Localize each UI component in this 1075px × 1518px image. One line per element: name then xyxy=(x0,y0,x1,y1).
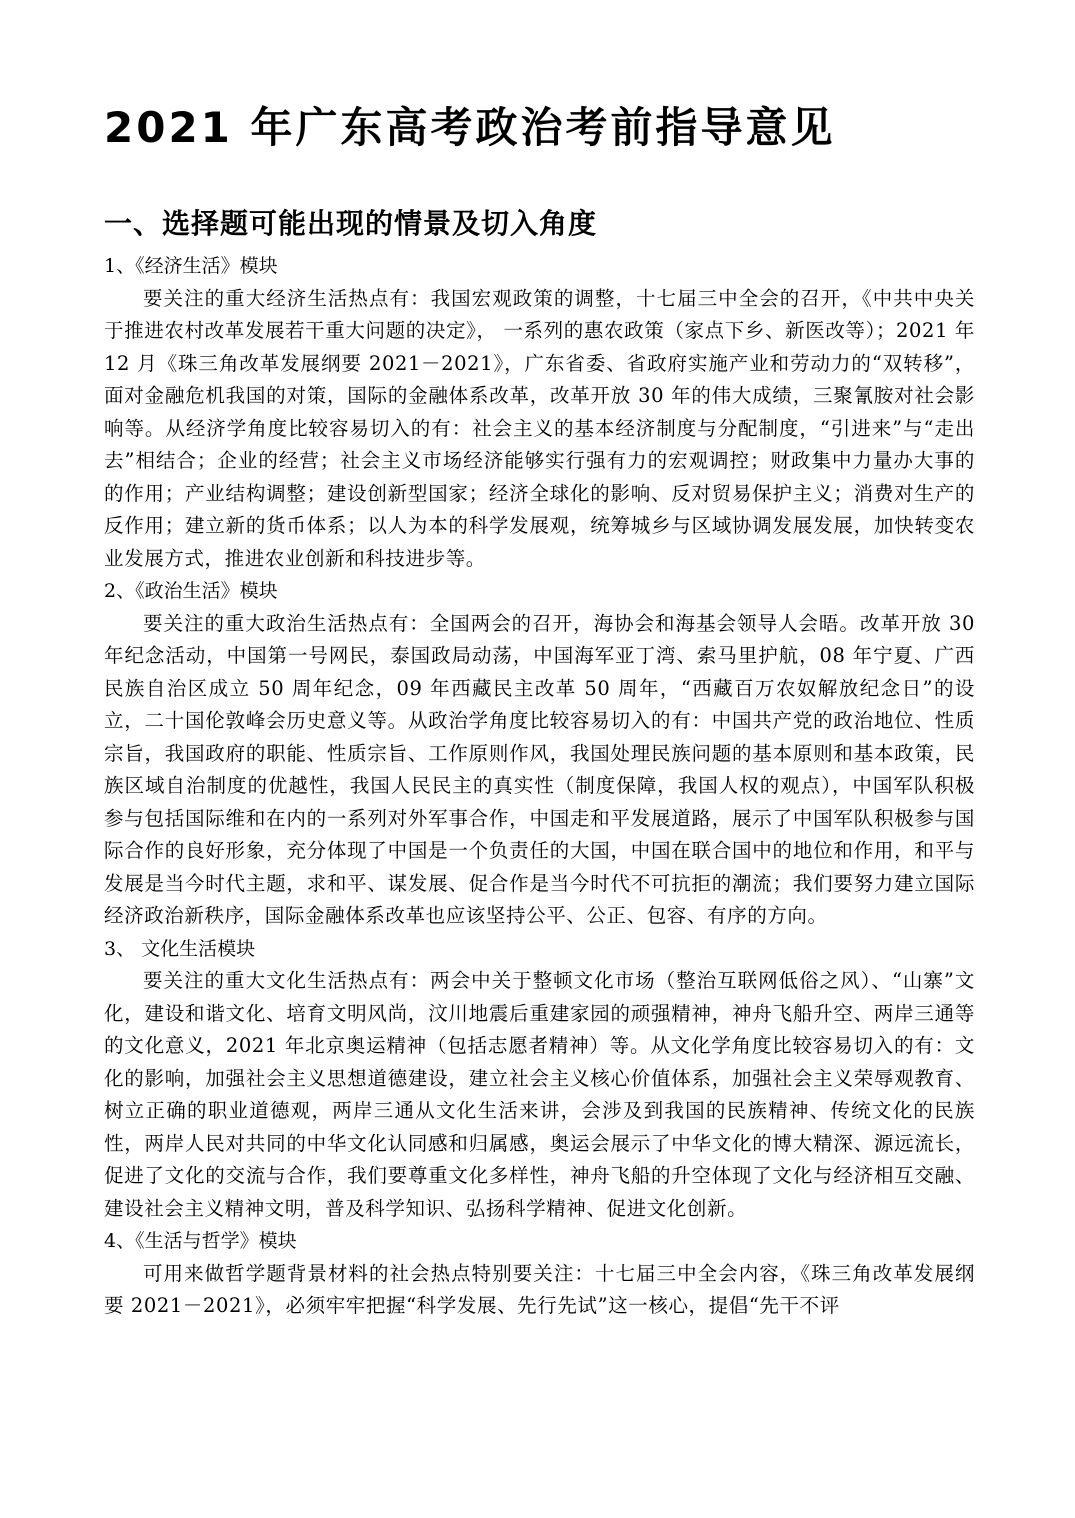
module-heading: 2、《政治生活》模块 xyxy=(104,580,278,602)
module-body: 要关注的重大文化生活热点有：两会中关于整顿文化市场（整治互联网低俗之风）、“山寨”文化，建设和谐文化、培育文明风尚，汶川地震后重建家园的顽强精神，神舟飞船升空、两岸三通等的文化意义，2021 年北京奥运精神（包括志愿者精神）等。从文化学角度比较容易切入的有：文化的影响，加强社会主义思想道德建设，建立社会主义核心价值体系，加强社会主义荣辱观教育、树立正确的职业道德观，两岸三通从文化生活来讲，会涉及到我国的民族精神、传统文化的民族性，两岸人民对共同的中华文化认同感和归属感，奥运会展示了中华文化的博大精深、源远流长，促进了文化的交流与合作，我们要尊重文化多样性，神舟飞船的升空体现了文化与经济相互交融、建设社会主义精神文明，普及科学知识、弘扬科学精神、促进文化创新。 xyxy=(104,969,975,1220)
module-body: 要关注的重大经济生活热点有：我国宏观政策的调整，十七届三中全会的召开，《中共中央关于推进农村改革发展若干重大问题的决定》， 一系列的惠农政策（家点下乡、新医改等）；2021 年 12 月《珠三角改革发展纲要 2021－2021》，广东省委、省政府实施产业和劳动力的“双转移”，面对金融危机我国的对策，国际的金融体系改革，改革开放 30 年的伟大成绩，三聚氰胺对社会影响等。从经济学角度比较容易切入的有：社会主义的基本经济制度与分配制度，“引进来”与“走出去”相结合；企业的经营；社会主义市场经济能够实行强有力的宏观调控；财政集中力量办大事的的作用；产业结构调整；建设创新型国家；经济全球化的影响、反对贸易保护主义；消费对生产的反作用；建立新的货币体系；以人为本的科学发展观，统筹城乡与区域协调发展发展，加快转变农业发展方式，推进农业创新和科技进步等。 xyxy=(104,286,975,570)
module-heading: 3、 文化生活模块 xyxy=(104,937,256,960)
module-life-and-philosophy xyxy=(104,1225,975,1323)
module-political-life xyxy=(104,575,975,933)
module-heading: 1、《经济生活》模块 xyxy=(104,255,278,277)
module-cultural-life xyxy=(104,933,975,1226)
module-economic-life xyxy=(104,250,975,575)
module-body: 要关注的重大政治生活热点有：全国两会的召开，海协会和海基会领导人会晤。改革开放 30 年纪念活动，中国第一号网民，泰国政局动荡，中国海军亚丁湾、索马里护航，08 年宁夏、广西民族自治区成立 50 周年纪念，09 年西藏民主改革 50 周年，“西藏百万农奴解放纪念日”的设立，二十国伦敦峰会历史意义等。从政治学角度比较容易切入的有：中国共产党的政治地位、性质宗旨，我国政府的职能、性质宗旨、工作原则作风，我国处理民族问题的基本原则和基本政策，民族区域自治制度的优越性，我国人民民主的真实性（制度保障，我国人权的观点），中国军队积极参与包括国际维和在内的一系列对外军事合作，中国走和平发展道路，展示了中国军队积极参与国际合作的良好形象，充分体现了中国是一个负责任的大国，中国在联合国中的地位和作用，和平与发展是当今时代主题，求和平、谋发展、促合作是当今时代不可抗拒的潮流；我们要努力建立国际经济政治新秩序，国际金融体系改革也应该坚持公平、公正、包容、有序的方向。 xyxy=(104,611,975,927)
module-body: 可用来做哲学题背景材料的社会热点特别要关注：十七届三中全会内容，《珠三角改革发展纲要 2021－2021》，必须牢牢把握“科学发展、先行先试”这一核心，提倡“先干不评 xyxy=(104,1261,975,1317)
section-title: 一、选择题可能出现的情景及切入角度 xyxy=(104,207,598,240)
document-title: 2021 年广东高考政治考前指导意见 xyxy=(104,103,836,152)
module-heading: 4、《生活与哲学》模块 xyxy=(104,1230,297,1252)
